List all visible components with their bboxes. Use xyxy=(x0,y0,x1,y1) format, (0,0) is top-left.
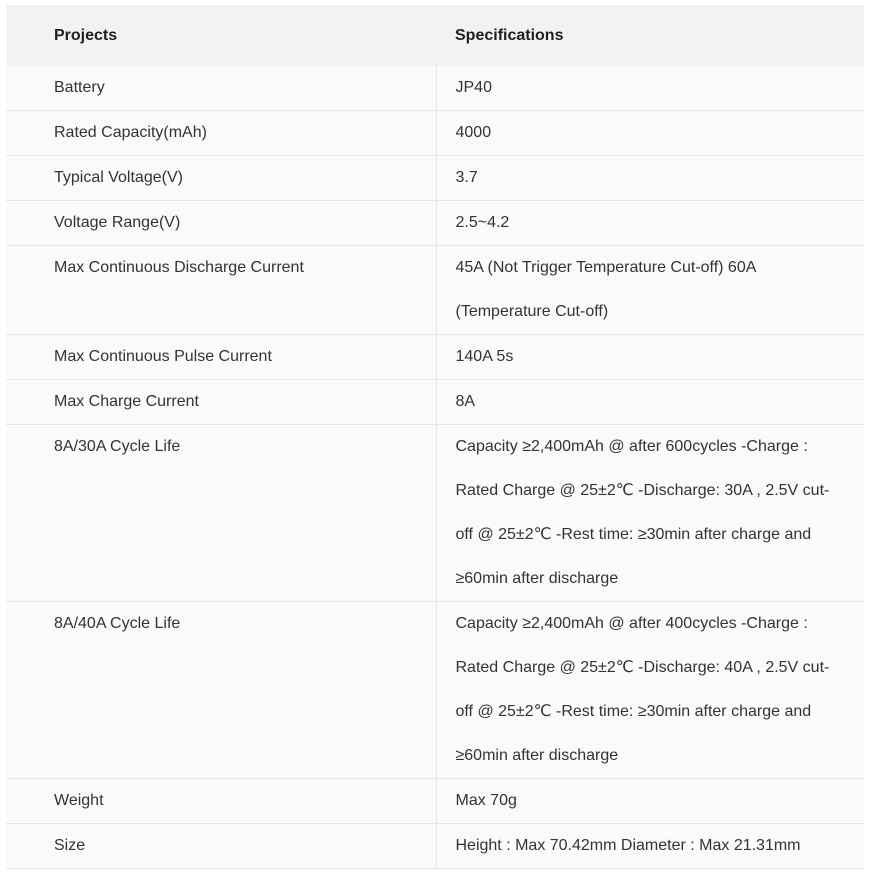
project-cell: Weight xyxy=(6,779,436,824)
spec-cell: 45A (Not Trigger Temperature Cut-off) 60A (Temperature Cut-off) xyxy=(436,246,864,335)
table-row xyxy=(6,380,864,425)
project-cell: Max Continuous Discharge Current xyxy=(6,246,436,335)
spec-cell: 140A 5s xyxy=(436,335,864,380)
table-bottom-divider xyxy=(6,868,864,869)
spec-cell: 3.7 xyxy=(436,156,864,201)
spec-cell: 8A xyxy=(436,380,864,425)
spec-cell: Height : Max 70.42mm Diameter : Max 21.31mm xyxy=(436,824,864,869)
table-row xyxy=(6,156,864,201)
project-cell: Voltage Range(V) xyxy=(6,201,436,246)
project-cell: Rated Capacity(mAh) xyxy=(6,111,436,156)
table-body xyxy=(6,66,864,868)
project-cell: 8A/40A Cycle Life xyxy=(6,602,436,779)
table-row xyxy=(6,335,864,380)
project-cell: Max Charge Current xyxy=(6,380,436,425)
table-row xyxy=(6,66,864,111)
project-cell: Size xyxy=(6,824,436,869)
header-projects: Projects xyxy=(6,5,436,66)
table-header-row xyxy=(6,5,864,66)
table-row xyxy=(6,779,864,824)
spec-cell: Max 70g xyxy=(436,779,864,824)
spec-cell: Capacity ≥2,400mAh @ after 600cycles -Charge : Rated Charge @ 25±2℃ -Discharge: 30A , 2.5V cut-off @ 25±2℃ -Rest time: ≥30min after charge and ≥60min after discharge xyxy=(436,425,864,602)
spec-cell: Capacity ≥2,400mAh @ after 400cycles -Charge : Rated Charge @ 25±2℃ -Discharge: 40A , 2.5V cut-off @ 25±2℃ -Rest time: ≥30min after charge and ≥60min after discharge xyxy=(436,602,864,779)
project-cell: 8A/30A Cycle Life xyxy=(6,425,436,602)
table-row xyxy=(6,425,864,602)
project-cell: Max Continuous Pulse Current xyxy=(6,335,436,380)
table-row xyxy=(6,824,864,869)
table-header xyxy=(6,5,864,66)
spec-cell: 4000 xyxy=(436,111,864,156)
table-row xyxy=(6,246,864,335)
project-cell: Typical Voltage(V) xyxy=(6,156,436,201)
header-specifications: Specifications xyxy=(436,5,864,66)
table-row xyxy=(6,201,864,246)
specifications-table xyxy=(6,5,864,868)
table-row xyxy=(6,602,864,779)
spec-cell: JP40 xyxy=(436,66,864,111)
project-cell: Battery xyxy=(6,66,436,111)
spec-cell: 2.5~4.2 xyxy=(436,201,864,246)
table-row xyxy=(6,111,864,156)
